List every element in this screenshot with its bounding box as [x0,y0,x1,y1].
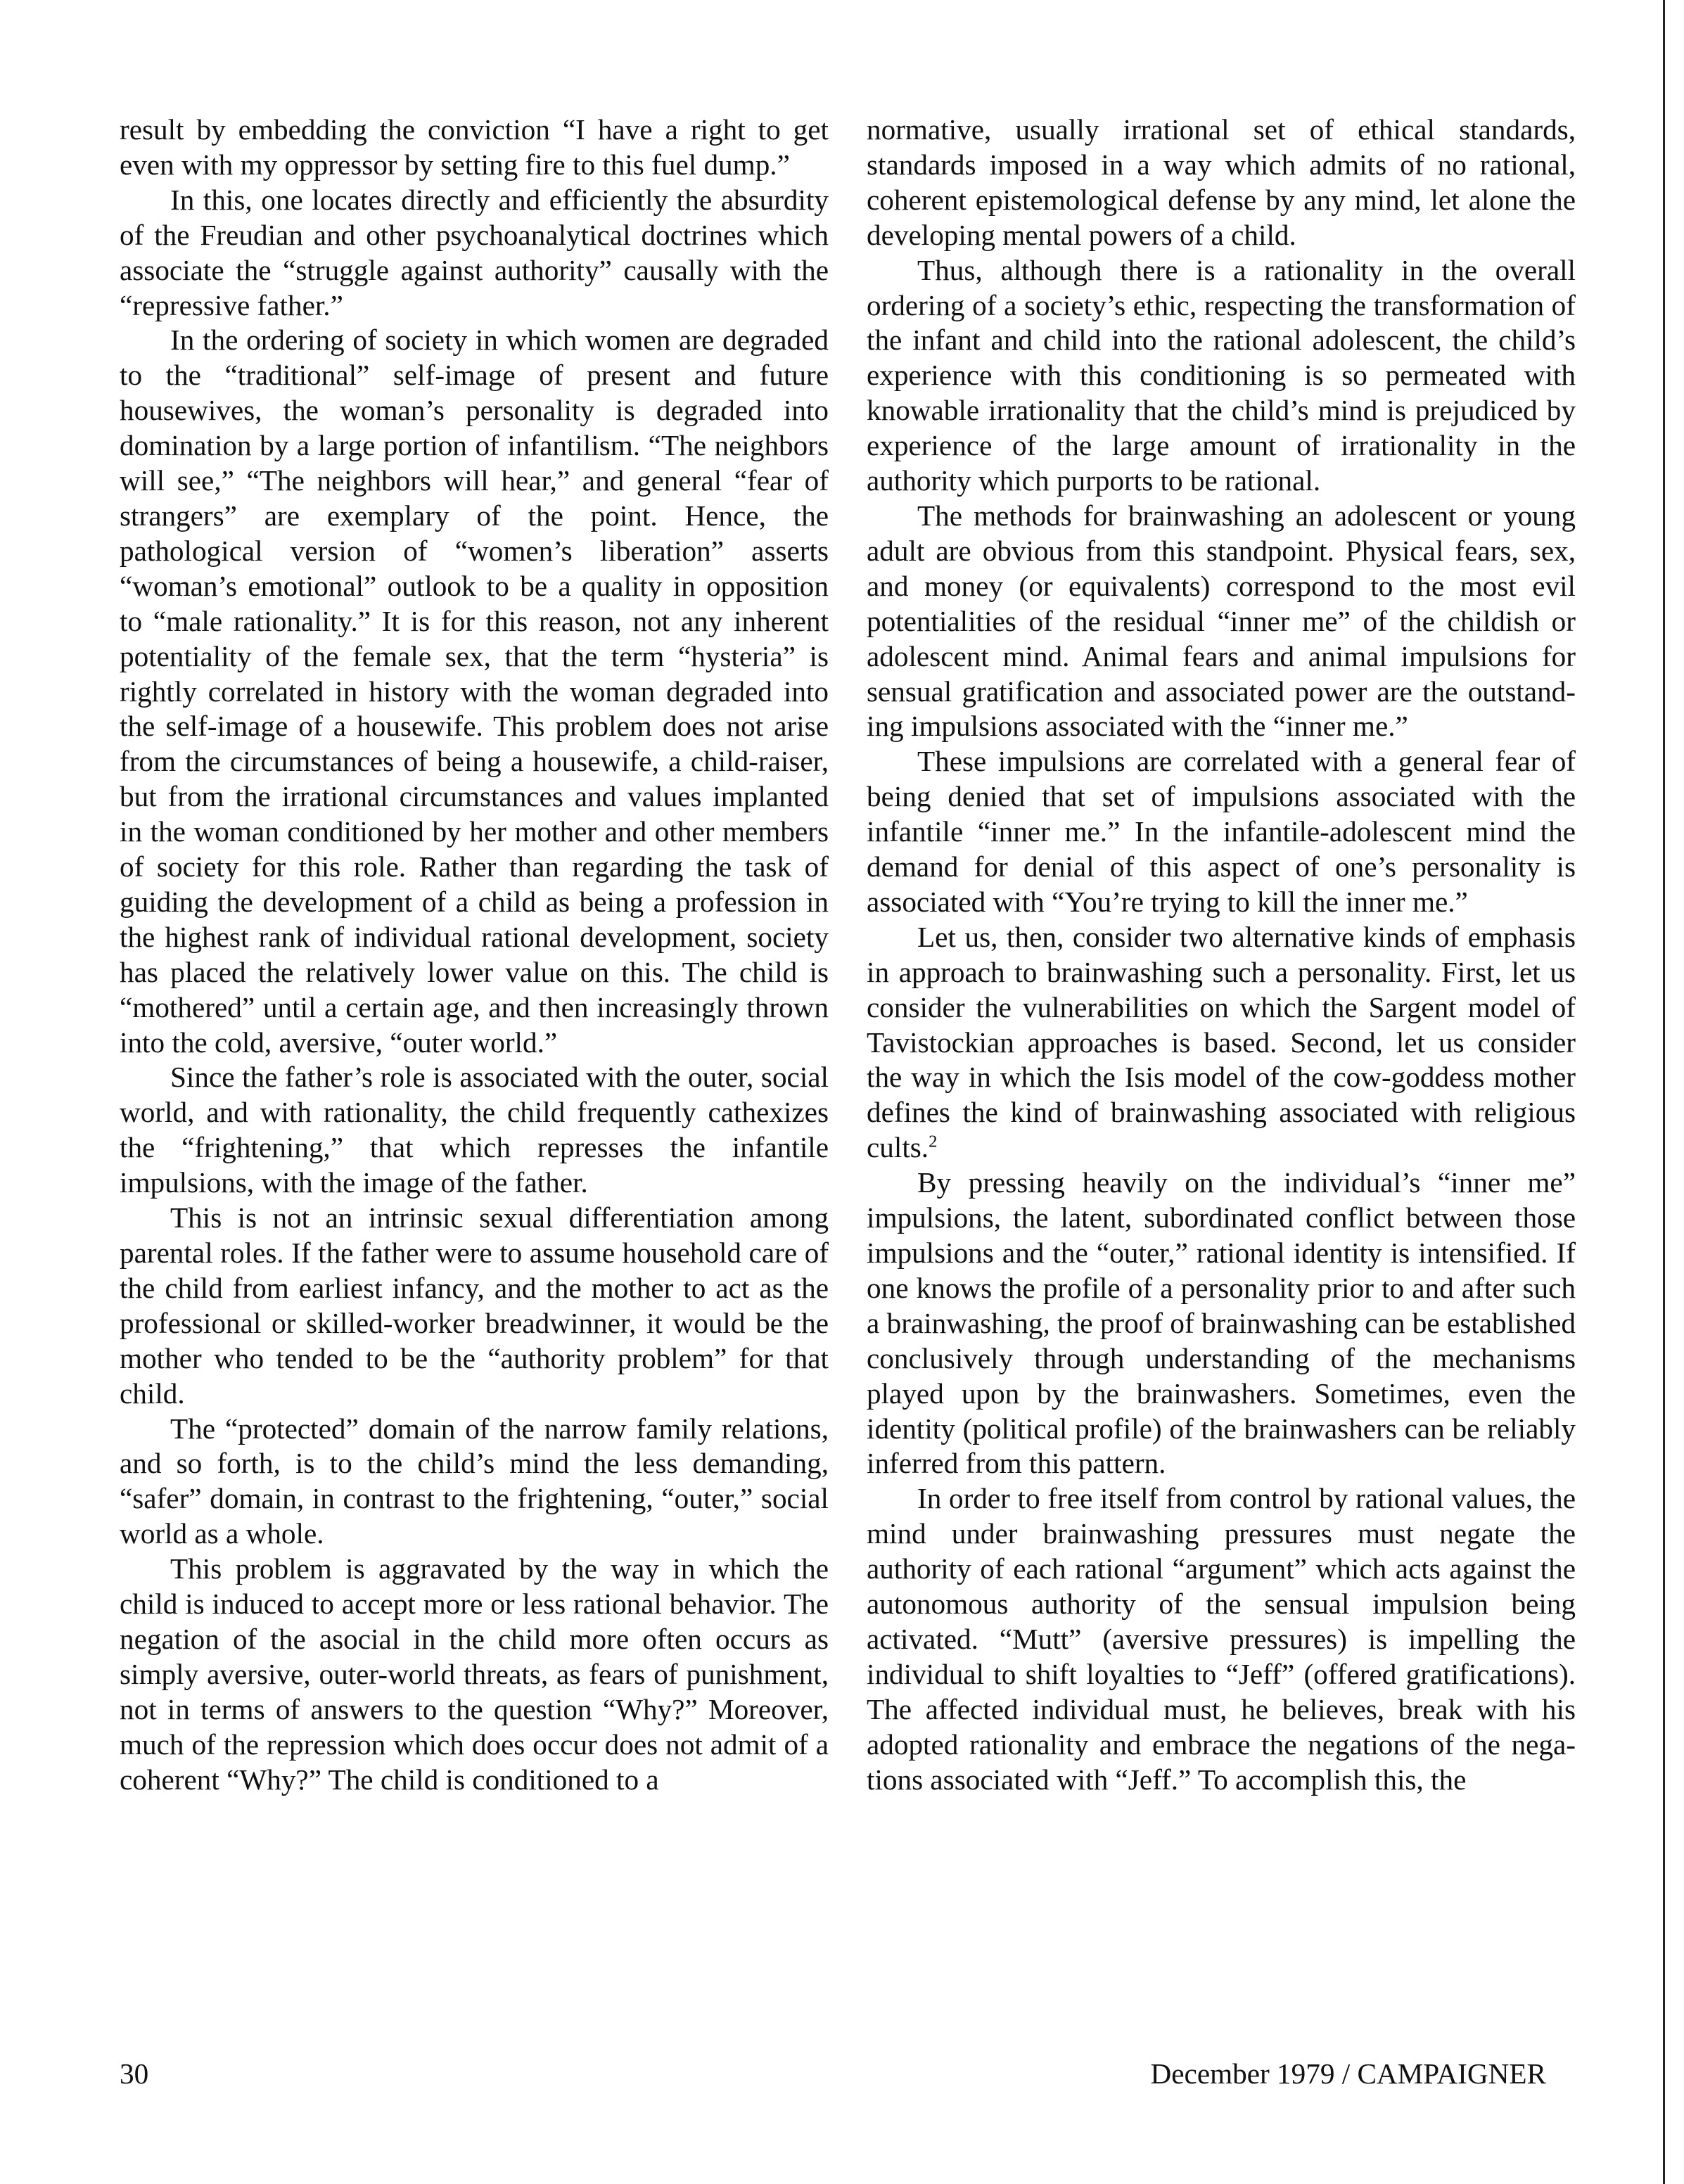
paragraph-text: These impulsions are correlated with a general fear of being denied that set of impulsions associated with the infantile “inner me.” In the infantile-adolescent mind the demand for denial of this aspect of one’s personality is associated with “You’re trying to kill the inner me.” [867,745,1576,918]
left-column [120,113,829,1798]
paragraph [120,323,829,1060]
paragraph-text: result by embedding the conviction “I have a right to get even with my oppressor by setting fire to this fuel dump.” [120,113,829,181]
paragraph-text: normative, usually irrational set of ethical standards, standards imposed in a way which admits of no rational, coherent epistemological defense by any mind, let alone the developing mental powers of a child. [867,113,1576,251]
paragraph [120,113,829,183]
page-number: 30 [120,2057,149,2090]
scan-edge-line [1663,0,1665,2184]
paragraph-text: Thus, although there is a rationality in the overall ordering of a society’s ethic, respecting the transformation of the infant and child into the rational adolescent, the child’s experience with this conditioning is so permeated with knowable irrationality that the child’s mind is prejudiced by experience of the large amount of irrationality in the authority which purports to be rational. [867,253,1576,497]
paragraph-text: This problem is aggravated by the way in which the child is induced to accept more or less rational behavior. The negation of the asocial in the child more often occurs as simply aversive, outer-world threats, as fears of punishment, not in terms of answers to the question “Why?” Moreover, much of the repression which does occur does not admit of a coherent “Why?” The child is conditioned to a [120,1552,829,1796]
paragraph-text: In the ordering of society in which women are degraded to the “traditional” self-image of present and future housewives, the woman’s personality is degraded into domination by a large portion of infantilism. “The neighbors will see,” “The neighbors will hear,” and general “fear of strangers” are exemplary of the point. Hence, the pathological version of “women’s liberation” asserts “woman’s emotional” outlook to be a quality in opposition to “male rationality.” It is for this reason, not any inherent potentiality of the female sex, that the term “hysteria” is rightly correlated in history with the woman degraded into the self-image of a housewife. This problem does not arise from the circumstances of being a housewife, a child-raiser, but from the irrational circumstances and values implanted in the woman conditioned by her mother and other members of society for this role. Rather than regarding the task of guiding the development of a child as being a profession in the highest rank of individual rational development, society has placed the relatively lower value on this. The child is “mothered” until a certain age, and then increasingly thrown into the cold, aversive, “outer world.” [120,324,829,1059]
paragraph [867,113,1576,253]
paragraph-text: By pressing heavily on the individual’s “inner me” impulsions, the latent, subordinated conflict between those impulsions and the “outer,” rational identity is intensified. If one knows the profile of a personality prior to and after such a brainwashing, the proof of brainwashing can be established conclusively through understanding of the mechanisms played upon by the brainwashers. Sometimes, even the identity (political profile) of the brainwashers can be reliably inferred from this pattern. [867,1166,1576,1480]
paragraph [867,744,1576,920]
paragraph [120,1412,829,1552]
paragraph-text: The methods for brainwashing an adolescent or young adult are obvious from this standpoint. Physical fears, sex, and money (or equivalents) correspond to the most evil potentialities of the residual “inner me” of the childish or adolescent mind. Animal fears and animal impulsions for sensual gratification and associated power are the outstanding impulsions associated with the “inner me.” [867,499,1576,743]
running-footer: December 1979 / CAMPAIGNER [1150,2057,1546,2090]
footnote-reference: 2 [929,1132,938,1151]
paragraph-text: The “protected” domain of the narrow family relations, and so forth, is to the child’s mind the less demanding, “safer” domain, in contrast to the frightening, “outer,” social world as a whole. [120,1412,829,1550]
right-column [867,113,1576,1798]
paragraph [867,1166,1576,1481]
paragraph-text: Since the father’s role is associated with the outer, social world, and with rationality, the child frequently cathexizes the “frightening,” that which represses the infantile impulsions, with the image of the father. [120,1061,829,1199]
paragraph-text: In this, one locates directly and efficiently the absurdity of the Freudian and other psychoanalytical doctrines which associate the “struggle against authority” causally with the “repressive father.” [120,183,829,321]
paragraph [120,1201,829,1411]
paragraph [120,1552,829,1797]
paragraph-text: This is not an intrinsic sexual differentiation among parental roles. If the father were to assume household care of the child from earliest infancy, and the mother to act as the professional or skilled-worker breadwinner, it would be the mother who tended to be the “authority problem” for that child. [120,1201,829,1410]
paragraph [120,1060,829,1201]
paragraph [867,253,1576,499]
paragraph [867,1481,1576,1797]
paragraph-text: Let us, then, consider two alternative kinds of emphasis in approach to brainwashing such a personality. First, let us consider the vulnerabilities on which the Sargent model of Tavistockian approaches is based. Second, let us consider the way in which the Isis model of the cow-goddess mother defines the kind of brainwashing associated with religious cults. [867,920,1576,1164]
paragraph [120,183,829,324]
paragraph-text: In order to free itself from control by rational values, the mind under brainwashing pressures must negate the authority of each rational “argument” which acts against the autonomous authority of the sensual impulsion being activated. “Mutt” (aversive pressures) is impelling the individual to shift loyalties to “Jeff” (offered gratifications). The affected individual must, he believes, break with his adopted rationality and embrace the negations of the negations associated with “Jeff.” To accomplish this, the [867,1482,1576,1796]
paragraph [867,499,1576,744]
paragraph [867,920,1576,1166]
